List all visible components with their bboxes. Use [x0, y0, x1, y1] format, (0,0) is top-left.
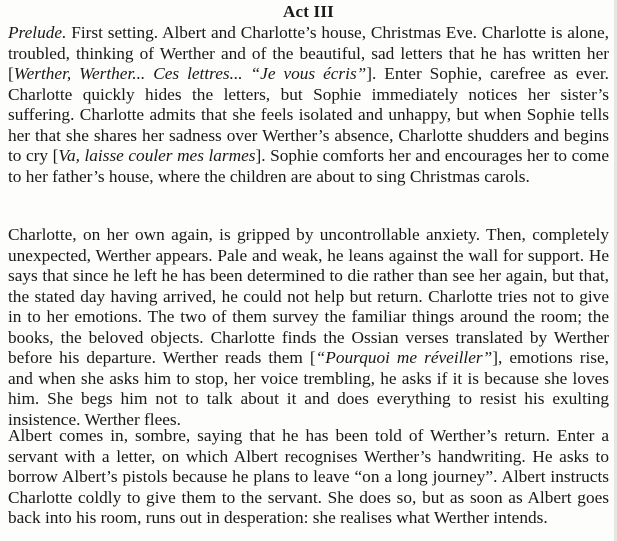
text-run: ], emotions rise, and when she asks him to stop, her voice trembling, he asks if it is because she loves him. She begs him not to talk about it and does everything to resist his exulting insistence. Werther flees.: [8, 348, 609, 429]
synopsis-paragraph-albert: [8, 426, 609, 529]
quoted-aria-title: Va, laisse couler mes larmes: [58, 146, 256, 165]
text-run: Albert comes in, sombre, saying that he has been told of Werther’s return. Enter a servant with a letter, on which Albert recognises Werther’s handwriting. He asks to borrow Albert’s pistols because he plans to leave “on a long journey”. Albert instructs Charlotte coldly to give them to the servant. She does so, but as soon as Albert goes back into his room, runs out in desperation: she realises what Werther intends.: [8, 426, 609, 527]
quoted-aria-title: “Pourquoi me réveiller”: [315, 348, 493, 367]
synopsis-paragraph-prelude: [8, 23, 609, 187]
text-run: ]. Sophie comforts her and encourages her to come to her father’s house, where the children are about to sing Christmas carols.: [8, 146, 610, 186]
synopsis-paragraph-werther-returns: [8, 225, 609, 430]
quoted-aria-title: Werther, Werther... Ces lettres... “Je vous écris”: [13, 64, 367, 83]
act-title: Act III: [283, 2, 334, 21]
text-run: ]. Enter Sophie, carefree as ever. Charlotte quickly hides the letters, but Sophie immediately notices her sister’s suffering. Charlotte admits that she feels isolated and unhappy, but when Sophie tells her that she shares her sadness over Werther’s absence, Charlotte shudders and begins to cry [: [8, 64, 609, 165]
prelude-label: Prelude.: [8, 23, 67, 42]
text-run: First setting. Albert and Charlotte’s house, Christmas Eve. Charlotte is alone, troubled, thinking of Werther and of the beautiful, sad letters that he has written her [: [8, 23, 609, 83]
text-run: Charlotte, on her own again, is gripped by uncontrollable anxiety. Then, completely unexpected, Werther appears. Pale and weak, he leans against the wall for support. He says that since he left he has been determined to die rather than see her again, but that, the stated day having arrived, he could not help but return. Charlotte tries not to give in to her emotions. The two of them survey the familiar things around the room; the books, the beloved objects. Charlotte finds the Ossian verses translated by Werther before his departure. Werther reads them [: [8, 225, 609, 367]
